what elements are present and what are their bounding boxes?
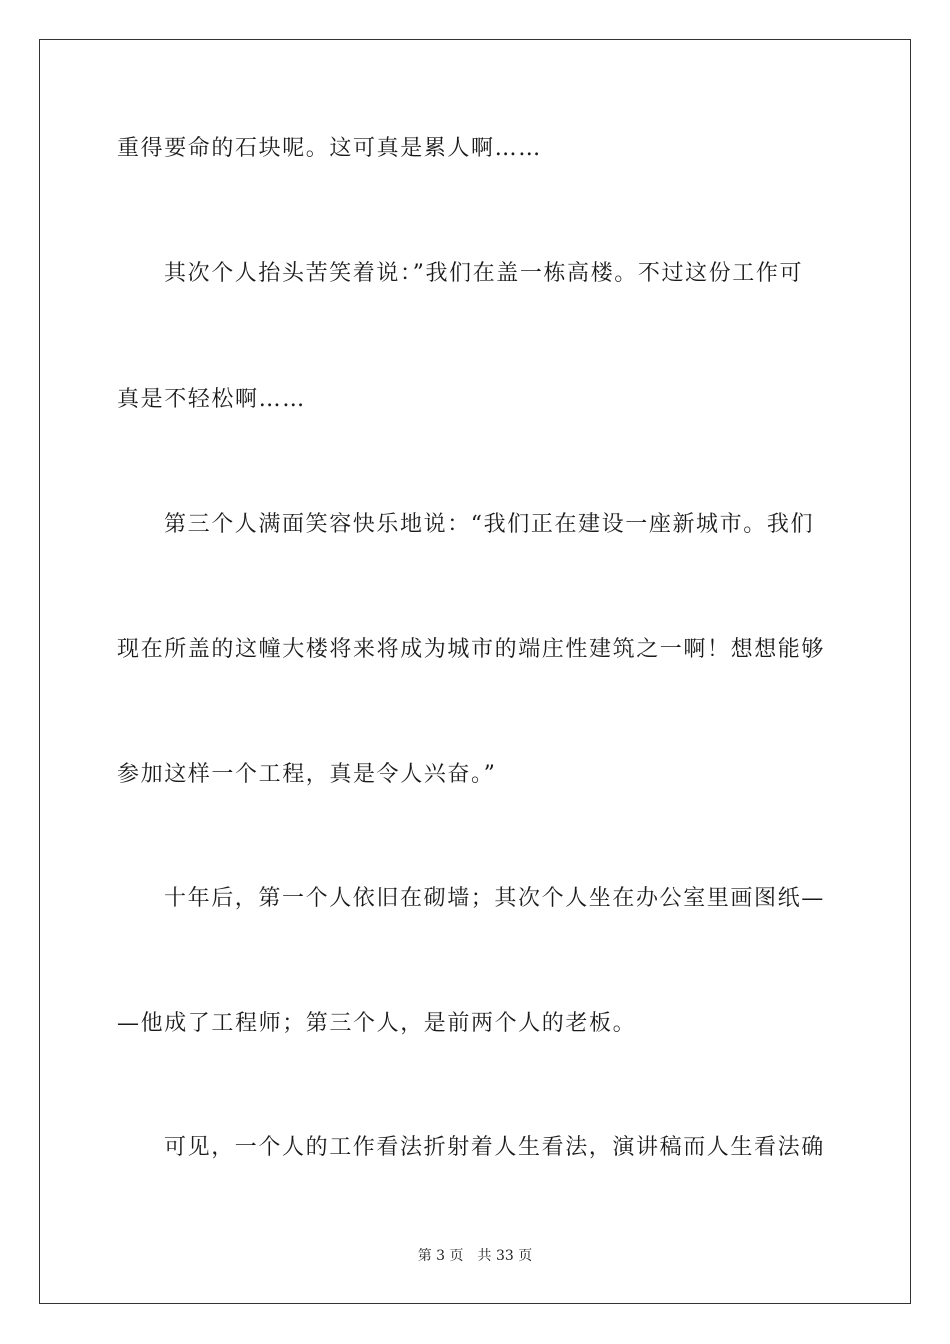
text-line-5: 现在所盖的这幢大楼将来将成为城市的端庄性建筑之一啊！想想能够: [117, 637, 826, 662]
page-footer: [0, 1246, 950, 1266]
text-line-2: 其次个人抬头苦笑着说：”我们在盖一栋高楼。不过这份工作可: [164, 261, 804, 286]
text-line-9: 可见，一个人的工作看法折射着人生看法，演讲稿而人生看法确: [164, 1135, 825, 1160]
page-border: [39, 39, 911, 1304]
text-line-3: 真是不轻松啊……: [117, 387, 306, 412]
text-line-7: 十年后，第一个人依旧在砌墙；其次个人坐在办公室里画图纸—: [164, 886, 825, 911]
total-pages: 共 33 页: [477, 1248, 533, 1264]
text-line-8: —他成了工程师；第三个人，是前两个人的老板。: [117, 1011, 637, 1036]
text-line-6: 参加这样一个工程，真是令人兴奋。”: [117, 762, 497, 787]
page-number: 第 3 页: [417, 1248, 464, 1264]
text-line-4: 第三个人满面笑容快乐地说：“我们正在建设一座新城市。我们: [164, 512, 815, 537]
text-line-1: 重得要命的石块呢。这可真是累人啊……: [117, 136, 542, 161]
